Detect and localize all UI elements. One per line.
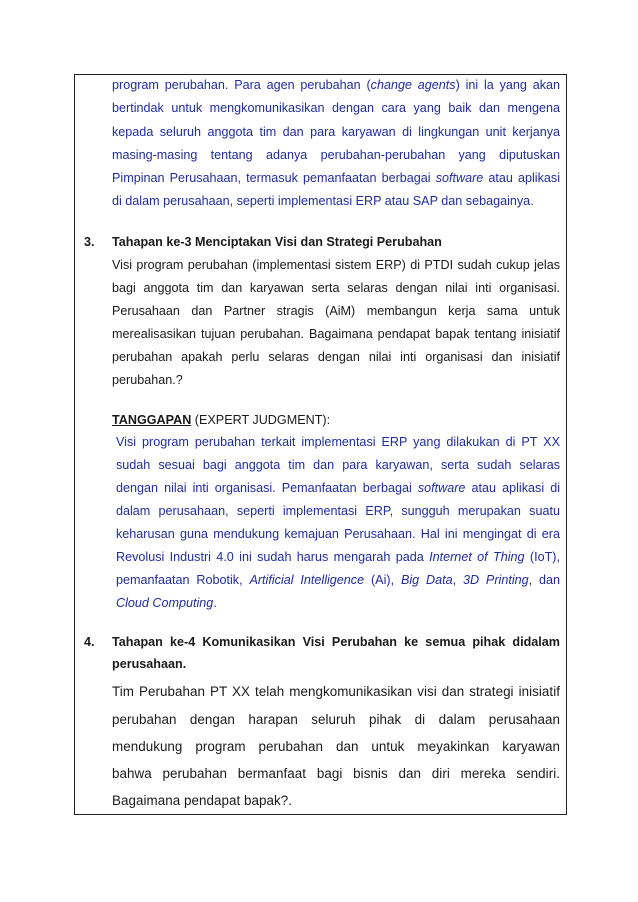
paragraph-line: masing-masing tentang adanya perubahan-perubahan yang diputuskan	[112, 148, 560, 162]
paragraph-line: perubahan.?	[112, 373, 183, 387]
paragraph-line: perubahan dengan harapan seluruh pihak di dalam perusahaan	[112, 712, 560, 727]
section-number: 4.	[84, 635, 95, 649]
paragraph-line: merealisasikan tujuan perubahan. Bagaimana pendapat bapak tentang inisiatif	[112, 327, 560, 341]
paragraph-line: Visi program perubahan (implementasi sistem ERP) di PTDI sudah cukup jelas	[112, 258, 560, 272]
section-heading: Tahapan ke-3 Menciptakan Visi dan Strategi Perubahan	[112, 235, 442, 249]
response-line: pemanfaatan Robotik, Artificial Intelligence (Ai), Big Data, 3D Printing, dan	[116, 573, 561, 587]
paragraph-line: Tim Perubahan PT XX telah mengkomunikasikan visi dan strategi inisiatif	[112, 684, 560, 699]
paragraph-line: di dalam perusahaan, seperti implementasi ERP atau SAP dan sebagainya.	[112, 194, 534, 208]
section-heading: Tahapan ke-4 Komunikasikan Visi Perubahan ke semua pihak didalam	[112, 635, 560, 649]
response-line: dengan nilai inti organisasi. Pemanfaatan berbagai software atau aplikasi di	[116, 481, 561, 495]
response-line: Revolusi Industri 4.0 ini sudah harus mengarah pada Internet of Thing (IoT),	[116, 550, 560, 564]
response-line: Visi program perubahan terkait implementasi ERP yang dilakukan di PT XX	[116, 435, 560, 449]
paragraph-line: Pimpinan Perusahaan, termasuk pemanfaatan berbagai software atau aplikasi	[112, 171, 560, 185]
paragraph-line: kepada seluruh anggota tim dan para karyawan di lingkungan unit kerjanya	[112, 125, 560, 139]
response-line: Cloud Computing.	[116, 596, 217, 610]
response-line: keharusan guna mendukung kemajuan Perusahaan. Hal ini mengingat di era	[116, 527, 560, 541]
response-label: TANGGAPAN (EXPERT JUDGMENT):	[112, 413, 331, 427]
paragraph-line: perubahan apakah perlu selaras dengan nilai inti organisasi dan inisiatif	[112, 350, 560, 364]
response-line: sudah sesuai bagi anggota tim dan para karyawan, serta sudah selaras	[116, 458, 560, 472]
paragraph-line: bertindak untuk mengkomunikasikan dengan cara yang baik dan mengena	[112, 101, 560, 115]
paragraph-line: program perubahan. Para agen perubahan (change agents) ini la yang akan	[112, 78, 560, 92]
paragraph-line: bahwa perubahan bermanfaat bagi bisnis dan diri mereka sendiri.	[112, 766, 560, 781]
paragraph-line: mendukung program perubahan dan untuk meyakinkan karyawan	[112, 739, 560, 754]
paragraph-line: bagi anggota tim dan karyawan serta selaras dengan nilai inti organisasi.	[112, 281, 560, 295]
response-line: dalam perusahaan, seperti implementasi ERP, sungguh merupakan suatu	[116, 504, 560, 518]
paragraph-line: Bagaimana pendapat bapak?.	[112, 793, 292, 808]
section-heading: perusahaan.	[112, 657, 187, 671]
paragraph-line: Perusahaan dan Partner stragis (AiM) membangun kerja sama untuk	[112, 304, 560, 318]
section-number: 3.	[84, 235, 95, 249]
